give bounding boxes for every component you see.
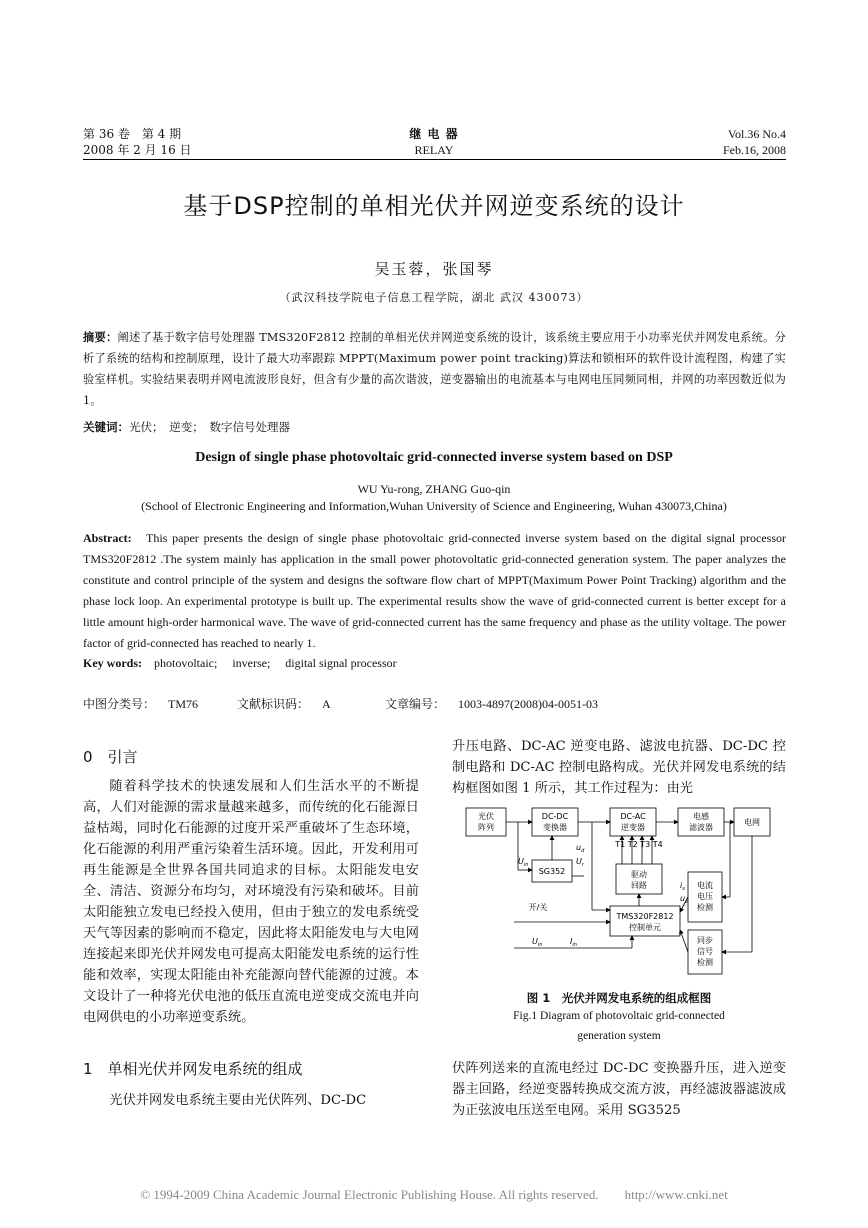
- detect-label-1: 电流: [697, 881, 713, 890]
- classification-line: [83, 695, 598, 712]
- keywords-en-text: photovoltaic; inverse; digital signal processor: [154, 656, 397, 670]
- detect-label-2: 电压: [697, 892, 713, 901]
- grid-label: 电网: [744, 818, 760, 827]
- paper-title-zh: 基于DSP控制的单相光伏并网逆变系统的设计: [183, 192, 685, 220]
- keywords-zh-text: 光伏； 逆变； 数字信号处理器: [129, 420, 290, 434]
- article-no-label: 文章编号：: [385, 697, 446, 711]
- abstract-en-label: Abstract:: [83, 531, 132, 545]
- section-1-paragraph: 光伏并网发电系统主要由光伏阵列、DC-DC: [109, 1093, 367, 1108]
- uin-label: $U_{in}$: [518, 857, 529, 868]
- copyright-footer: © 1994-2009 China Academic Journal Electronic Publishing House. All rights reserved. http://www.cnki.net: [140, 1187, 728, 1202]
- filter-label-2: 滤波器: [689, 823, 713, 832]
- onoff-label: 开/关: [528, 903, 548, 912]
- date-en: Feb.16, 2008: [723, 143, 786, 157]
- dcdc-label-2: 变换器: [543, 823, 567, 832]
- section-1-heading: 1 单相光伏并网发电系统的组成: [83, 1060, 303, 1078]
- clc-value: TM76: [168, 697, 199, 711]
- keywords-zh-label: 关键词：: [83, 420, 129, 434]
- clc-label: 中图分类号：: [83, 697, 156, 711]
- dcac-label-2: 逆变器: [621, 823, 645, 832]
- detect-label-3: 检测: [697, 903, 713, 912]
- drive-label-2: 回路: [631, 881, 647, 890]
- pv-label-1: 光伏: [478, 812, 494, 821]
- sync-label-1: 同步: [697, 936, 713, 945]
- abstract-en-text: This paper presents the design of single phase photovoltaic grid-connected inverse system based on the digital signal processor TMS320F2812 .The system mainly has application in the small power photovoltatic grid-connected generation system. The paper analyzes the constitute and control principle of the system and designs the software flow chart of MPPT(Maximum Power Point Tracking) algorithm and the phase lock loop. An experimental prototype is built up. The experimental results show the wave of grid-connected current is better except for a little amount high-order harmonical wave. The wave of grid-connected current has the same frequency and phase as the utility voltage. The power factor of grid-connected has reached to nearly 1.: [83, 531, 786, 650]
- journal-name-en: RELAY: [414, 143, 454, 157]
- doc-code-value: A: [322, 697, 331, 711]
- sg3525-label: SG352: [538, 867, 566, 876]
- keywords-zh: [83, 419, 290, 435]
- abstract-zh-text: 阐述了基于数字信号处理器 TMS320F2812 控制的单相光伏并网逆变系统的设计，该系统主要应用于小功率光伏并网发电系统。分析了系统的结构和控制原理，设计了最大功率跟踪 MPPT(Maximum power point tracking)算法和锁相环的软件设计流程图，构建了实验室样机。实验结果表明并网电流波形良好，但含有少量的高次谐波，逆变器输出的电流基本与电网电压同频同相，并网的功率因数近似为 1。: [83, 331, 786, 407]
- ur-label: $U_r$: [576, 857, 584, 868]
- sync-label-3: 检测: [697, 958, 713, 967]
- drive-label-1: 驱动: [631, 870, 647, 879]
- section-0-paragraph: 随着科学技术的快速发展和人们生活水平的不断提高，人们对能源的需求量越来越多，而传统的化石能源日益枯竭，同时化石能源的过度开采严重破坏了生态环境，化石能源的利用严重污染着生活环境。因此，开发利用可再生能源是全世界各国共同追求的目标。太阳能发电安全、清洁、资源分布均匀，对环境没有污染和破坏。目前太阳能独立发电已经投入使用，但由于独立的发电系统受天气等因素的影响而不稳定，因此将太阳能发电与大电网连接起来即光伏并网发电可提高太阳能发电系统的运行性能和效率，实现太阳能由补充能源向替代能源的过渡。本文设计了一种将光伏电池的低压直流电逆变成交流电并向电网供电的小功率逆变系统。: [83, 779, 419, 1025]
- authors-zh: 吴玉蓉，张国琴: [374, 260, 494, 278]
- affiliation-en: (School of Electronic Engineering and Information,Wuhan University of Science and Engineering, Wuhan 430073,China): [141, 499, 727, 513]
- abstract-en: [83, 528, 786, 654]
- is-label: $i_s$: [680, 881, 685, 892]
- right-column-bottom-text: 伏阵列送来的直流电经过 DC-DC 变换器升压，进入逆变器主回路，经逆变器转换成交流方波，再经滤波器滤波成为正弦波电压送至电网。采用 SG3525: [452, 1061, 786, 1118]
- sync-label-2: 信号: [697, 947, 713, 956]
- volume-zh: 第 36 卷 第 4 期: [83, 127, 182, 141]
- dcac-label-1: DC-AC: [620, 812, 646, 821]
- figure-1-caption-en-line-1: Fig.1 Diagram of photovoltaic grid-connected: [513, 1010, 725, 1022]
- abstract-zh: [83, 327, 786, 411]
- paper-title-en: Design of single phase photovoltaic grid-connected inverse system based on DSP: [195, 450, 673, 465]
- header-rule: [83, 159, 786, 160]
- authors-en: WU Yu-rong, ZHANG Guo-qin: [357, 482, 511, 496]
- dsp-label-1: TMS320F2812: [616, 912, 674, 921]
- iin-label: $I_{in}$: [570, 937, 577, 948]
- keywords-en: [83, 654, 397, 671]
- article-no-value: 1003-4897(2008)04-0051-03: [458, 697, 599, 711]
- figure-1-caption-en-line-2: generation system: [577, 1030, 661, 1042]
- pv-label-2: 阵列: [478, 823, 494, 832]
- doc-code-label: 文献标识码：: [237, 697, 310, 711]
- figure-1-diagram: [452, 800, 786, 986]
- abstract-zh-label: 摘要：: [83, 331, 118, 344]
- volume-en: Vol.36 No.4: [727, 127, 786, 141]
- right-column-top-text: 升压电路、DC-AC 逆变电路、滤波电抗器、DC-DC 控制电路和 DC-AC 控制电路构成。光伏并网发电系统的结构框图如图 1 所示，其工作过程为：由光: [452, 739, 786, 796]
- filter-label-1: 电感: [693, 812, 709, 821]
- keywords-en-label: Key words:: [83, 656, 142, 670]
- section-0-heading: 0 引言: [83, 748, 138, 766]
- switch-signal-label: T1 T2 T3 T4: [615, 840, 663, 849]
- figure-1-caption-zh: 图 1 光伏并网发电系统的组成框图: [526, 991, 712, 1005]
- ud-label: $u_d$: [576, 843, 585, 854]
- us-label: $u_s$: [680, 894, 688, 905]
- journal-name-zh: 继 电 器: [409, 127, 459, 141]
- affiliation-zh: （武汉科技学院电子信息工程学院，湖北 武汉 430073）: [279, 291, 589, 304]
- date-zh: 2008 年 2 月 16 日: [83, 143, 192, 157]
- dsp-label-2: 控制单元: [629, 923, 661, 932]
- dcdc-label-1: DC-DC: [541, 812, 569, 821]
- uin2-label: $U_{in}$: [532, 937, 543, 948]
